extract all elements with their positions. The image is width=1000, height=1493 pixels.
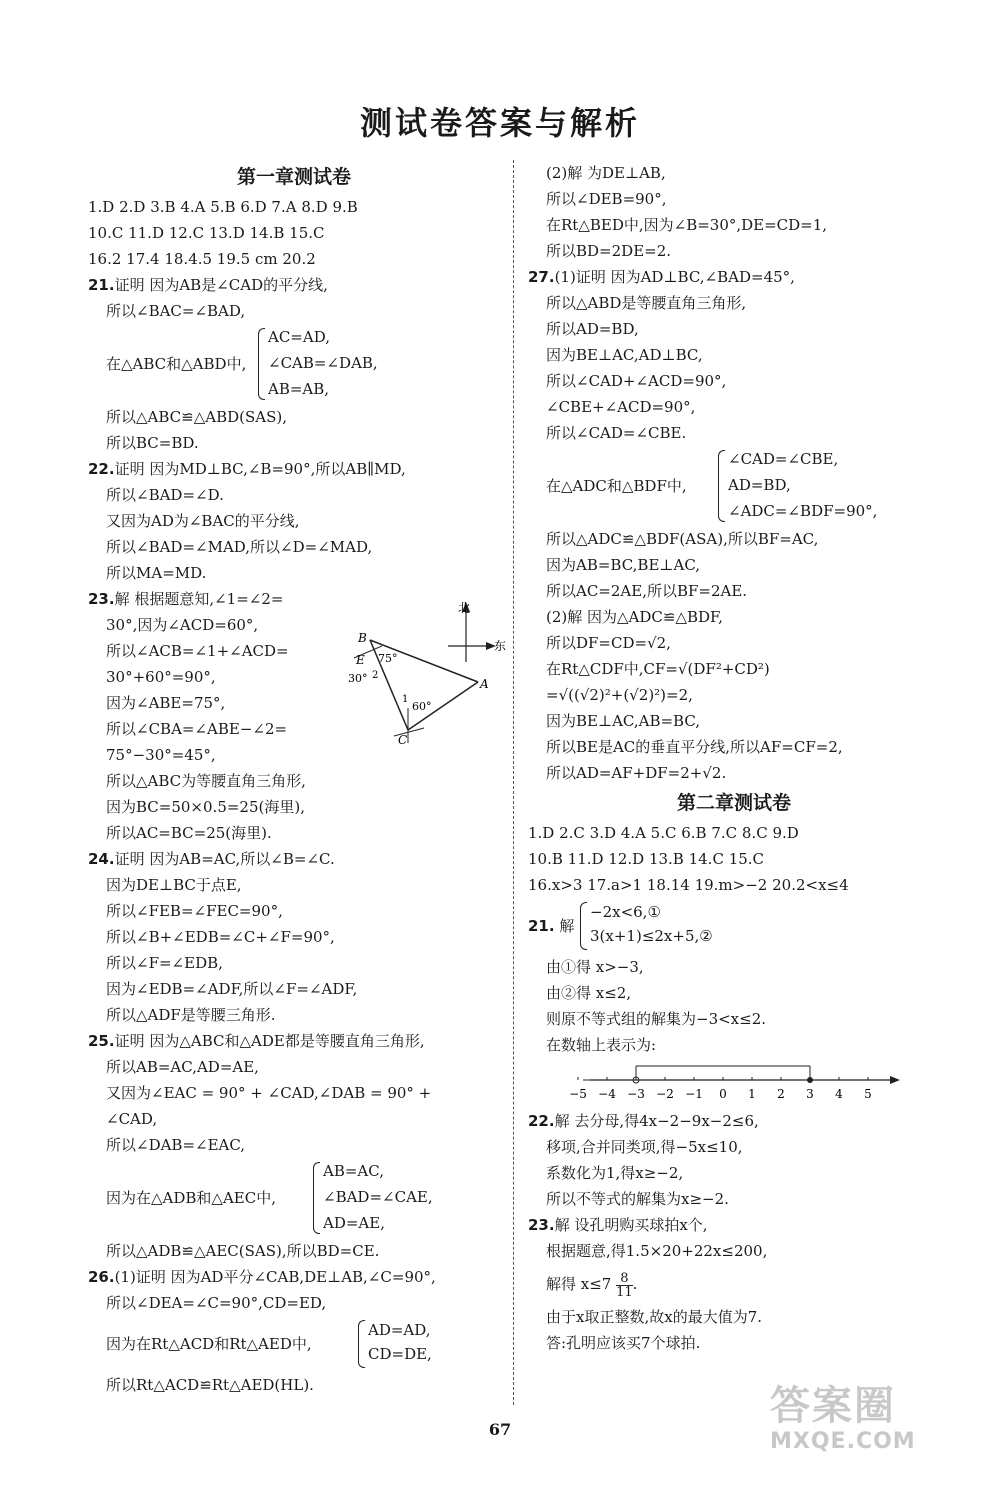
- watermark-logo: [770, 1383, 970, 1473]
- axis-tick-label: −3: [627, 1087, 645, 1101]
- system-row: ∠ADC=∠BDF=90°,: [728, 502, 878, 520]
- brace-symbol: [258, 328, 265, 400]
- ch1-mc-answers-2: 10.C 11.D 12.C 13.D 14.B 15.C: [88, 224, 325, 242]
- q23-diagram: [342, 598, 512, 748]
- ch2-q23-line: [528, 1212, 940, 1238]
- question-number: 24.: [88, 850, 115, 868]
- solution-line: 因为BC=50×0.5=25(海里),: [106, 798, 305, 816]
- solution-line: 因为AB=BC,BE⊥AC,: [546, 556, 701, 574]
- solution-text: 证明 因为AB=AC,所以∠B=∠C.: [114, 850, 335, 868]
- question-number: 23.: [88, 590, 115, 608]
- solution-line: 所以AD=BD,: [546, 320, 639, 338]
- ch2-mc-answers-2: 10.B 11.D 12.D 13.B 14.C 15.C: [528, 850, 765, 868]
- solution-line: 由于x取正整数,故x的最大值为7.: [546, 1308, 762, 1326]
- solution-text: 证明 因为AB是∠CAD的平分线,: [114, 276, 328, 294]
- solution-line: 所以∠DEB=90°,: [546, 190, 667, 208]
- solution-line: 所以Rt△ACD≌Rt△AED(HL).: [106, 1376, 314, 1394]
- solution-line: 所以DF=CD=√2,: [546, 634, 671, 652]
- solution-line: 所以AC=BC=25(海里).: [106, 824, 272, 842]
- solution-text: 证明 因为△ABC和△ADE都是等腰直角三角形,: [114, 1032, 425, 1050]
- solution-line: 所以AC=2AE,所以BF=2AE.: [546, 582, 748, 600]
- solution-line: 答:孔明应该买7个球拍.: [546, 1334, 701, 1352]
- solution-line: 所以BE是AC的垂直平分线,所以AF=CF=2,: [546, 738, 843, 756]
- system-label: 因为在Rt△ACD和Rt△AED中,: [106, 1335, 312, 1353]
- number-line: [528, 1058, 940, 1108]
- label-east: 东: [494, 639, 507, 653]
- system-row: CD=DE,: [368, 1345, 432, 1363]
- ch2-fill-answers: 16.x>3 17.a>1 18.14 19.m>−2 20.2<x≤4: [528, 876, 849, 894]
- solution-line: 所以不等式的解集为x≥−2.: [546, 1190, 729, 1208]
- solution-text: 证明 因为MD⊥BC,∠B=90°,所以AB∥MD,: [114, 460, 406, 478]
- solution-line: 因为∠EDB=∠ADF,所以∠F=∠ADF,: [106, 980, 358, 998]
- system-row: ∠BAD=∠CAE,: [323, 1188, 433, 1206]
- axis-tick-label: 5: [864, 1087, 872, 1101]
- solution-line: 所以△ADB≌△AEC(SAS),所以BD=CE.: [106, 1242, 380, 1260]
- solution-line: 所以∠FEB=∠FEC=90°,: [106, 902, 283, 920]
- solution-line: 所以∠CAD=∠CBE.: [546, 424, 687, 442]
- system-row: AD=AE,: [323, 1214, 385, 1232]
- ch1-fill-answers: 16.2 17.4 18.4.5 19.5 cm 20.2: [88, 250, 316, 268]
- solution-line: 根据题意,得1.5×20+22x≤200,: [546, 1242, 768, 1260]
- label-b: B: [358, 631, 367, 645]
- label-30: 30°: [348, 672, 368, 685]
- system-row: AC=AD,: [268, 328, 330, 346]
- system-label: 因为在△ADB和△AEC中,: [106, 1189, 276, 1207]
- brace-symbol: [358, 1320, 365, 1368]
- fraction: [616, 1272, 633, 1299]
- watermark-line2: MXQE.COM: [770, 1429, 916, 1454]
- equation-system: [528, 446, 940, 526]
- ch1-q25-line: [88, 1028, 500, 1054]
- label-a: A: [480, 677, 489, 691]
- label-angle-1: 1: [402, 694, 409, 705]
- solution-line: 所以△ADC≌△BDF(ASA),所以BF=AC,: [546, 530, 819, 548]
- brace-symbol: [313, 1162, 320, 1234]
- system-row: AB=AB,: [268, 380, 330, 398]
- axis-arrow-icon: [890, 1076, 900, 1084]
- axis-tick-label: 1: [748, 1087, 756, 1101]
- solution-line: 移项,合并同类项,得−5x≤10,: [546, 1138, 743, 1156]
- ch2-mc-answers-1: 1.D 2.C 3.D 4.A 5.C 6.B 7.C 8.C 9.D: [528, 824, 799, 842]
- column-divider: [513, 160, 514, 1405]
- number-line-figure: [528, 1058, 940, 1108]
- solution-line: 所以∠F=∠EDB,: [106, 954, 223, 972]
- solution-line: 所以△ABC≌△ABD(SAS),: [106, 408, 287, 426]
- solution-line: 所以∠B+∠EDB=∠C+∠F=90°,: [106, 928, 335, 946]
- axis-tick-label: 0: [719, 1087, 727, 1101]
- brace-symbol: [580, 902, 587, 950]
- solution-line: 75°−30°=45°,: [106, 746, 216, 764]
- solution-line: 所以∠DAB=∠EAC,: [106, 1136, 246, 1154]
- axis-tick-label: −5: [569, 1087, 587, 1101]
- solution-text: (1)证明 因为AD平分∠CAB,DE⊥AB,∠C=90°,: [114, 1268, 436, 1286]
- solution-text: 解 设孔明购买球拍x个,: [554, 1216, 708, 1234]
- solution-text: 解 根据题意知,∠1=∠2=: [114, 590, 284, 608]
- ch1-q21-line: [88, 272, 500, 298]
- system-row: 3(x+1)≤2x+5,②: [590, 927, 713, 945]
- label-e: E: [356, 653, 365, 667]
- system-row: ∠CAB=∠DAB,: [268, 354, 378, 372]
- solution-line: (2)解 因为△ADC≌△BDF,: [546, 608, 723, 626]
- solution-line: =√((√2)²+(√2)²)=2,: [546, 686, 693, 704]
- solution-text: 解: [559, 917, 575, 935]
- solution-line: 解得 x≤7 $\frac{8}{11}$ .: [546, 1270, 638, 1300]
- chapter1-title: 第一章测试卷: [236, 166, 351, 188]
- solution-line: ∠CBE+∠ACD=90°,: [546, 398, 696, 416]
- solution-line: 所以BD=2DE=2.: [546, 242, 672, 260]
- solution-line: (2)解 为DE⊥AB,: [546, 164, 666, 182]
- solution-line: 所以∠DEA=∠C=90°,CD=ED,: [106, 1294, 327, 1312]
- solution-line: 所以MA=MD.: [106, 564, 207, 582]
- solution-line: 所以∠BAD=∠D.: [106, 486, 224, 504]
- question-number: 26.: [88, 1268, 115, 1286]
- system-label: 在△ADC和△BDF中,: [546, 477, 687, 495]
- solution-line: 所以∠CBA=∠ABE−∠2=: [106, 720, 288, 738]
- solution-line: 所以AB=AC,AD=AE,: [106, 1058, 259, 1076]
- system-row: AB=AC,: [323, 1162, 384, 1180]
- solution-line: 30°+60°=90°,: [106, 668, 216, 686]
- axis-tick-label: 3: [806, 1087, 814, 1101]
- system-label: [528, 913, 574, 939]
- solution-line: 30°,因为∠ACD=60°,: [106, 616, 259, 634]
- solution-line: 在数轴上表示为:: [546, 1036, 657, 1054]
- system-row: −2x<6,①: [590, 903, 661, 921]
- system-row: AD=AD,: [368, 1321, 431, 1339]
- solution-line: 所以∠ACB=∠1+∠ACD=: [106, 642, 289, 660]
- solution-text: 解得 x≤7: [546, 1275, 612, 1293]
- question-number: 21.: [528, 917, 555, 935]
- solution-line: 由①得 x>−3,: [546, 958, 644, 976]
- axis-tick-label: −1: [685, 1087, 703, 1101]
- question-number: 22.: [88, 460, 115, 478]
- label-north: 北: [458, 601, 471, 615]
- question-number: 25.: [88, 1032, 115, 1050]
- question-number: 27.: [528, 268, 555, 286]
- axis-tick-label: −2: [656, 1087, 674, 1101]
- question-number: 21.: [88, 276, 115, 294]
- solution-line: 又因为∠EAC = 90° + ∠CAD,∠DAB = 90° +: [106, 1084, 432, 1102]
- solution-line: 因为BE⊥AC,AD⊥BC,: [546, 346, 703, 364]
- axis-tick-label: −4: [598, 1087, 616, 1101]
- solution-line: 由②得 x≤2,: [546, 984, 632, 1002]
- solution-line: 所以AD=AF+DF=2+√2.: [546, 764, 727, 782]
- solution-line: 因为BE⊥AC,AB=BC,: [546, 712, 701, 730]
- label-60: 60°: [412, 700, 432, 713]
- solution-line: 因为DE⊥BC于点E,: [106, 876, 242, 894]
- equation-system: [88, 1316, 500, 1372]
- chapter2-title: 第二章测试卷: [676, 792, 791, 814]
- watermark-line1: 答案圈: [770, 1383, 896, 1429]
- ch1-mc-answers-1: 1.D 2.D 3.B 4.A 5.B 6.D 7.A 8.D 9.B: [88, 198, 358, 216]
- solution-line: ∠CAD,: [106, 1110, 158, 1128]
- equation-system: [88, 1158, 500, 1238]
- solution-text: (1)证明 因为AD⊥BC,∠BAD=45°,: [554, 268, 795, 286]
- page-number: 67: [488, 1420, 512, 1439]
- solution-line: 所以∠BAD=∠MAD,所以∠D=∠MAD,: [106, 538, 373, 556]
- equation-system: [88, 324, 500, 404]
- system-row: ∠CAD=∠CBE,: [728, 450, 839, 468]
- ch1-q27-line: [528, 264, 940, 290]
- solution-line: 所以△ABD是等腰直角三角形,: [546, 294, 747, 312]
- page-title: 测试卷答案与解析: [359, 104, 640, 142]
- ch1-q22-line: [88, 456, 500, 482]
- solution-line: 所以△ADF是等腰三角形.: [106, 1006, 276, 1024]
- solution-line: 系数化为1,得x≥−2,: [546, 1164, 684, 1182]
- axis-tick-label: 2: [777, 1087, 785, 1101]
- brace-symbol: [718, 450, 725, 522]
- label-angle-2: 2: [372, 670, 379, 681]
- system-label: 在△ABC和△ABD中,: [106, 355, 247, 373]
- label-c: C: [398, 733, 408, 747]
- left-column: [88, 160, 500, 1398]
- equation-system: [528, 898, 940, 954]
- ch2-q22-line: [528, 1108, 940, 1134]
- solution-line: 又因为AD为∠BAC的平分线,: [106, 512, 300, 530]
- solution-line: 在Rt△BED中,因为∠B=30°,DE=CD=1,: [546, 216, 828, 234]
- label-75: 75°: [378, 652, 398, 665]
- solution-line: 因为∠ABE=75°,: [106, 694, 226, 712]
- solution-line: 所以∠CAD+∠ACD=90°,: [546, 372, 727, 390]
- system-row: AD=BD,: [728, 476, 791, 494]
- fraction-numerator: 8: [616, 1272, 633, 1286]
- solution-line: 在Rt△CDF中,CF=√(DF²+CD²): [546, 660, 770, 678]
- solution-line: 所以∠BAC=∠BAD,: [106, 302, 246, 320]
- solution-text: 解 去分母,得4x−2−9x−2≤6,: [554, 1112, 759, 1130]
- ch1-q26-line: [88, 1264, 500, 1290]
- axis-tick-label: 4: [835, 1087, 843, 1101]
- ch1-q24-line: [88, 846, 500, 872]
- right-column: [528, 160, 940, 1356]
- question-number: 22.: [528, 1112, 555, 1130]
- solution-line: 所以△ABC为等腰直角三角形,: [106, 772, 306, 790]
- solution-line: 所以BC=BD.: [106, 434, 199, 452]
- fraction-denominator: 11: [616, 1284, 633, 1300]
- solution-line: 则原不等式组的解集为−3<x≤2.: [546, 1010, 767, 1028]
- question-number: 23.: [528, 1216, 555, 1234]
